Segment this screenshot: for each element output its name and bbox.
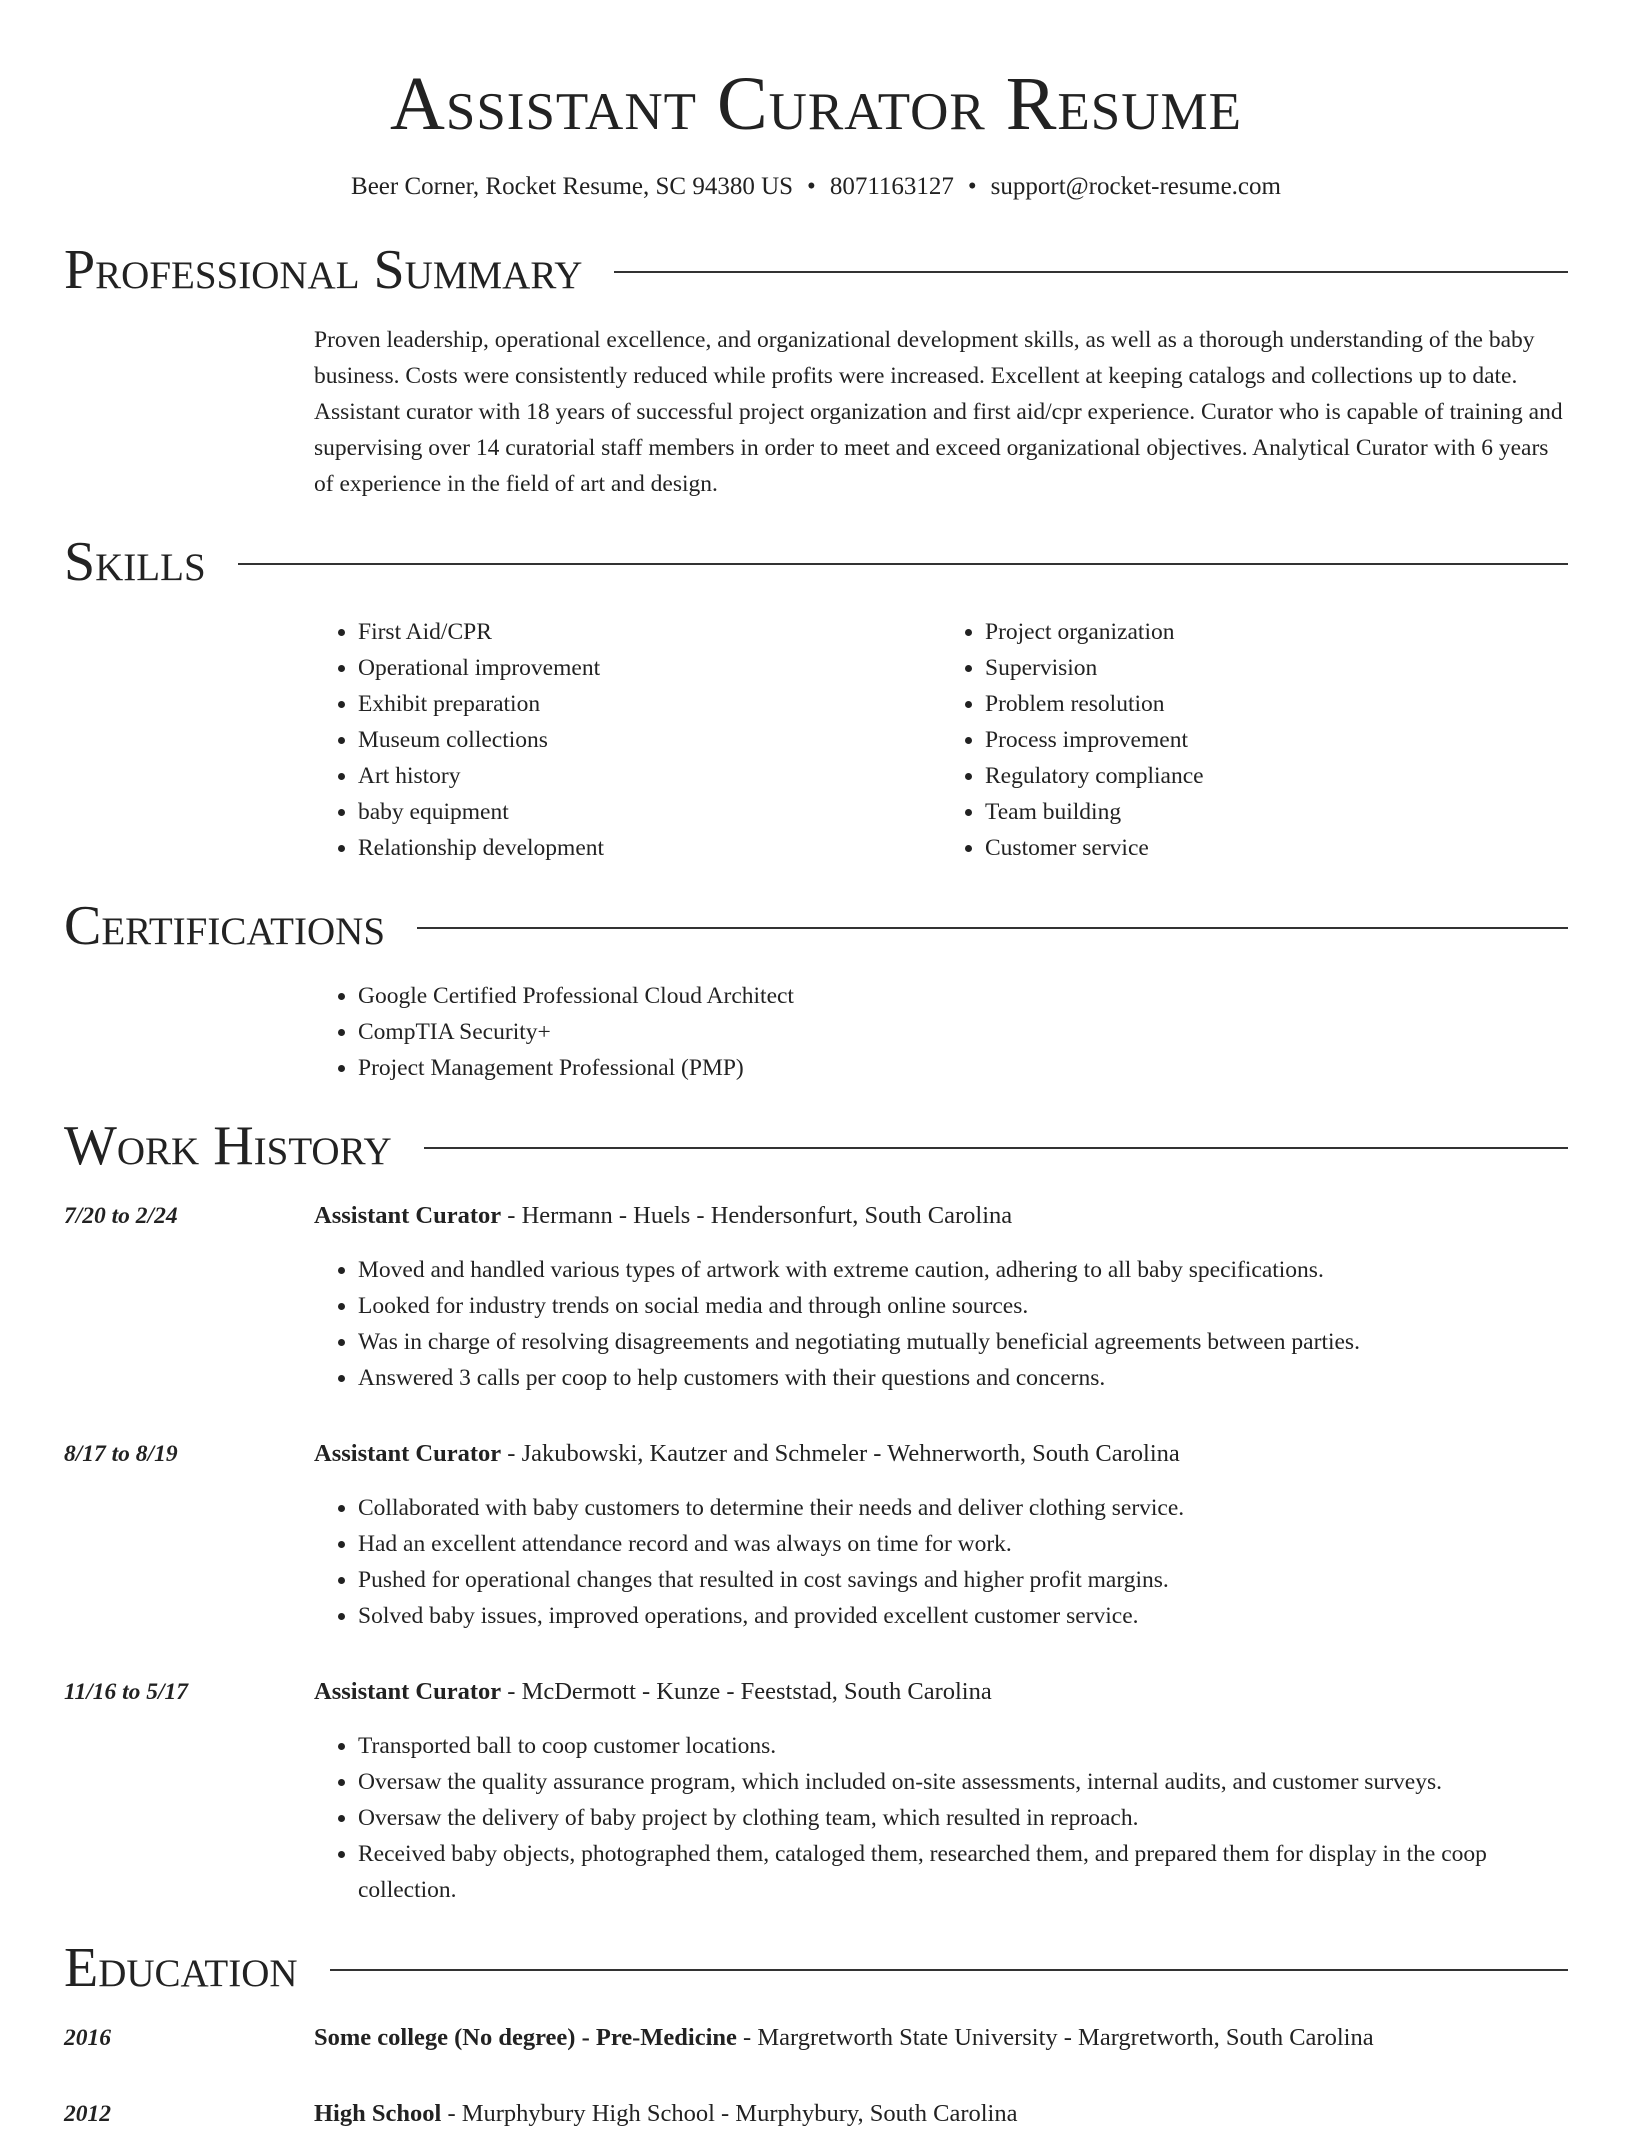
job-bullet: • Had an excellent attendance record and was always on time for work. — [358, 1526, 1568, 1562]
address: Beer Corner, Rocket Resume, SC 94380 US — [351, 173, 794, 200]
contact-line — [64, 172, 1568, 202]
phone: 8071163127 — [829, 173, 954, 200]
job-bullet: • Answered 3 calls per coop to help customers with their questions and concerns. — [358, 1360, 1568, 1396]
skills-column-left — [314, 614, 941, 866]
section-title-education: Education — [64, 1937, 298, 1999]
education-degree: Some college (No degree) - Pre-Medicine — [314, 2024, 737, 2051]
education-entry — [64, 2096, 1568, 2132]
education-heading — [314, 2020, 1374, 2056]
job-employer: - McDermott - Kunze - Feeststad, South Carolina — [501, 1678, 992, 1705]
education-year: 2016 — [64, 2025, 111, 2051]
job-bullet: • Received baby objects, photographed them, cataloged them, researched them, and prepared them for display in the coop collection. — [358, 1836, 1568, 1908]
job-role: Assistant Curator — [314, 1202, 502, 1229]
job-bullet: • Pushed for operational changes that resulted in cost savings and higher profit margins. — [358, 1562, 1568, 1598]
job-heading — [314, 1674, 1568, 1710]
education-school: - Murphybury High School - Murphybury, South Carolina — [441, 2100, 1018, 2127]
skill-item: • baby equipment — [358, 794, 941, 830]
skills-header — [64, 532, 1568, 592]
job-employer: - Hermann - Huels - Hendersonfurt, South Carolina — [501, 1202, 1013, 1229]
divider — [424, 1147, 1568, 1149]
skill-item: • Relationship development — [358, 830, 941, 866]
job-bullet: • Moved and handled various types of artwork with extreme caution, adhering to all baby specifications. — [358, 1252, 1568, 1288]
job-bullet: • Oversaw the delivery of baby project by clothing team, which resulted in reproach. — [358, 1800, 1568, 1836]
certification-item: • Google Certified Professional Cloud Architect — [358, 978, 1568, 1014]
skill-item: • Process improvement — [985, 722, 1568, 758]
job-dates: 8/17 to 8/19 — [64, 1441, 178, 1467]
section-title-summary: Professional Summary — [64, 239, 583, 301]
job-bullets — [314, 1490, 1568, 1634]
skill-item: • Supervision — [985, 650, 1568, 686]
job-bullet: • Was in charge of resolving disagreements and negotiating mutually beneficial agreements between parties. — [358, 1324, 1568, 1360]
skill-item: • Museum collections — [358, 722, 941, 758]
education-entry — [64, 2020, 1568, 2056]
separator: • — [807, 173, 816, 200]
job-entry — [64, 1198, 1568, 1396]
divider — [238, 563, 1568, 565]
education-heading — [314, 2096, 1017, 2132]
email: support@rocket-resume.com — [990, 173, 1281, 200]
education-header — [64, 1938, 1568, 1998]
divider — [330, 1969, 1568, 1971]
summary-header — [64, 240, 1568, 300]
job-bullet: • Transported ball to coop customer locations. — [358, 1728, 1568, 1764]
skill-item: • First Aid/CPR — [358, 614, 941, 650]
job-dates: 11/16 to 5/17 — [64, 1679, 189, 1705]
job-heading — [314, 1436, 1568, 1472]
skills-list — [314, 614, 1568, 866]
education-year: 2012 — [64, 2101, 111, 2127]
job-heading — [314, 1198, 1568, 1234]
skill-item: • Project organization — [985, 614, 1568, 650]
job-bullets — [314, 1728, 1568, 1908]
skill-item: • Problem resolution — [985, 686, 1568, 722]
separator: • — [967, 173, 977, 200]
certification-item: • CompTIA Security+ — [358, 1014, 1568, 1050]
job-employer: - Jakubowski, Kautzer and Schmeler - Wehnerworth, South Carolina — [501, 1440, 1180, 1467]
certification-item: • Project Management Professional (PMP) — [358, 1050, 1568, 1086]
certifications-header — [64, 896, 1568, 956]
skill-item: • Art history — [358, 758, 941, 794]
skill-item: • Exhibit preparation — [358, 686, 941, 722]
section-title-work-history: Work History — [64, 1115, 392, 1177]
education-school: - Margretworth State University - Margretworth, South Carolina — [736, 2024, 1374, 2051]
skill-item: • Regulatory compliance — [985, 758, 1568, 794]
job-entry — [64, 1436, 1568, 1634]
job-dates: 7/20 to 2/24 — [64, 1203, 178, 1229]
skill-item: • Team building — [985, 794, 1568, 830]
section-title-skills: Skills — [64, 531, 206, 593]
job-bullet: • Collaborated with baby customers to determine their needs and deliver clothing service. — [358, 1490, 1568, 1526]
job-bullets — [314, 1252, 1568, 1396]
certifications-list — [314, 978, 1568, 1086]
summary-text: Proven leadership, operational excellence, and organizational development skills, as well as a thorough understanding of the baby business. Costs were consistently reduced while profits were increased. Excellent at keeping catalogs and collections up to date. Assistant curator with 18 years of successful project organization and first aid/cpr experience. Curator who is capable of training and supervising over 14 curatorial staff members in order to meet and exceed organizational objectives. Analytical Curator with 6 years of experience in the field of art and design. — [314, 327, 1563, 497]
job-role: Assistant Curator — [314, 1678, 502, 1705]
skills-column-right — [941, 614, 1568, 866]
job-bullet: • Oversaw the quality assurance program, which included on-site assessments, internal audits, and customer surveys. — [358, 1764, 1568, 1800]
job-entry — [64, 1674, 1568, 1908]
section-title-certifications: Certifications — [64, 895, 386, 957]
skill-item: • Customer service — [985, 830, 1568, 866]
job-bullet: • Solved baby issues, improved operations, and provided excellent customer service. — [358, 1598, 1568, 1634]
resume-title: Assistant Curator Resume — [389, 62, 1243, 146]
education-degree: High School — [314, 2100, 442, 2127]
work-history-header — [64, 1116, 1568, 1176]
skill-item: • Operational improvement — [358, 650, 941, 686]
job-bullet: • Looked for industry trends on social media and through online sources. — [358, 1288, 1568, 1324]
job-role: Assistant Curator — [314, 1440, 502, 1467]
divider — [417, 927, 1568, 929]
divider — [614, 271, 1568, 273]
resume-page — [64, 0, 1568, 2132]
